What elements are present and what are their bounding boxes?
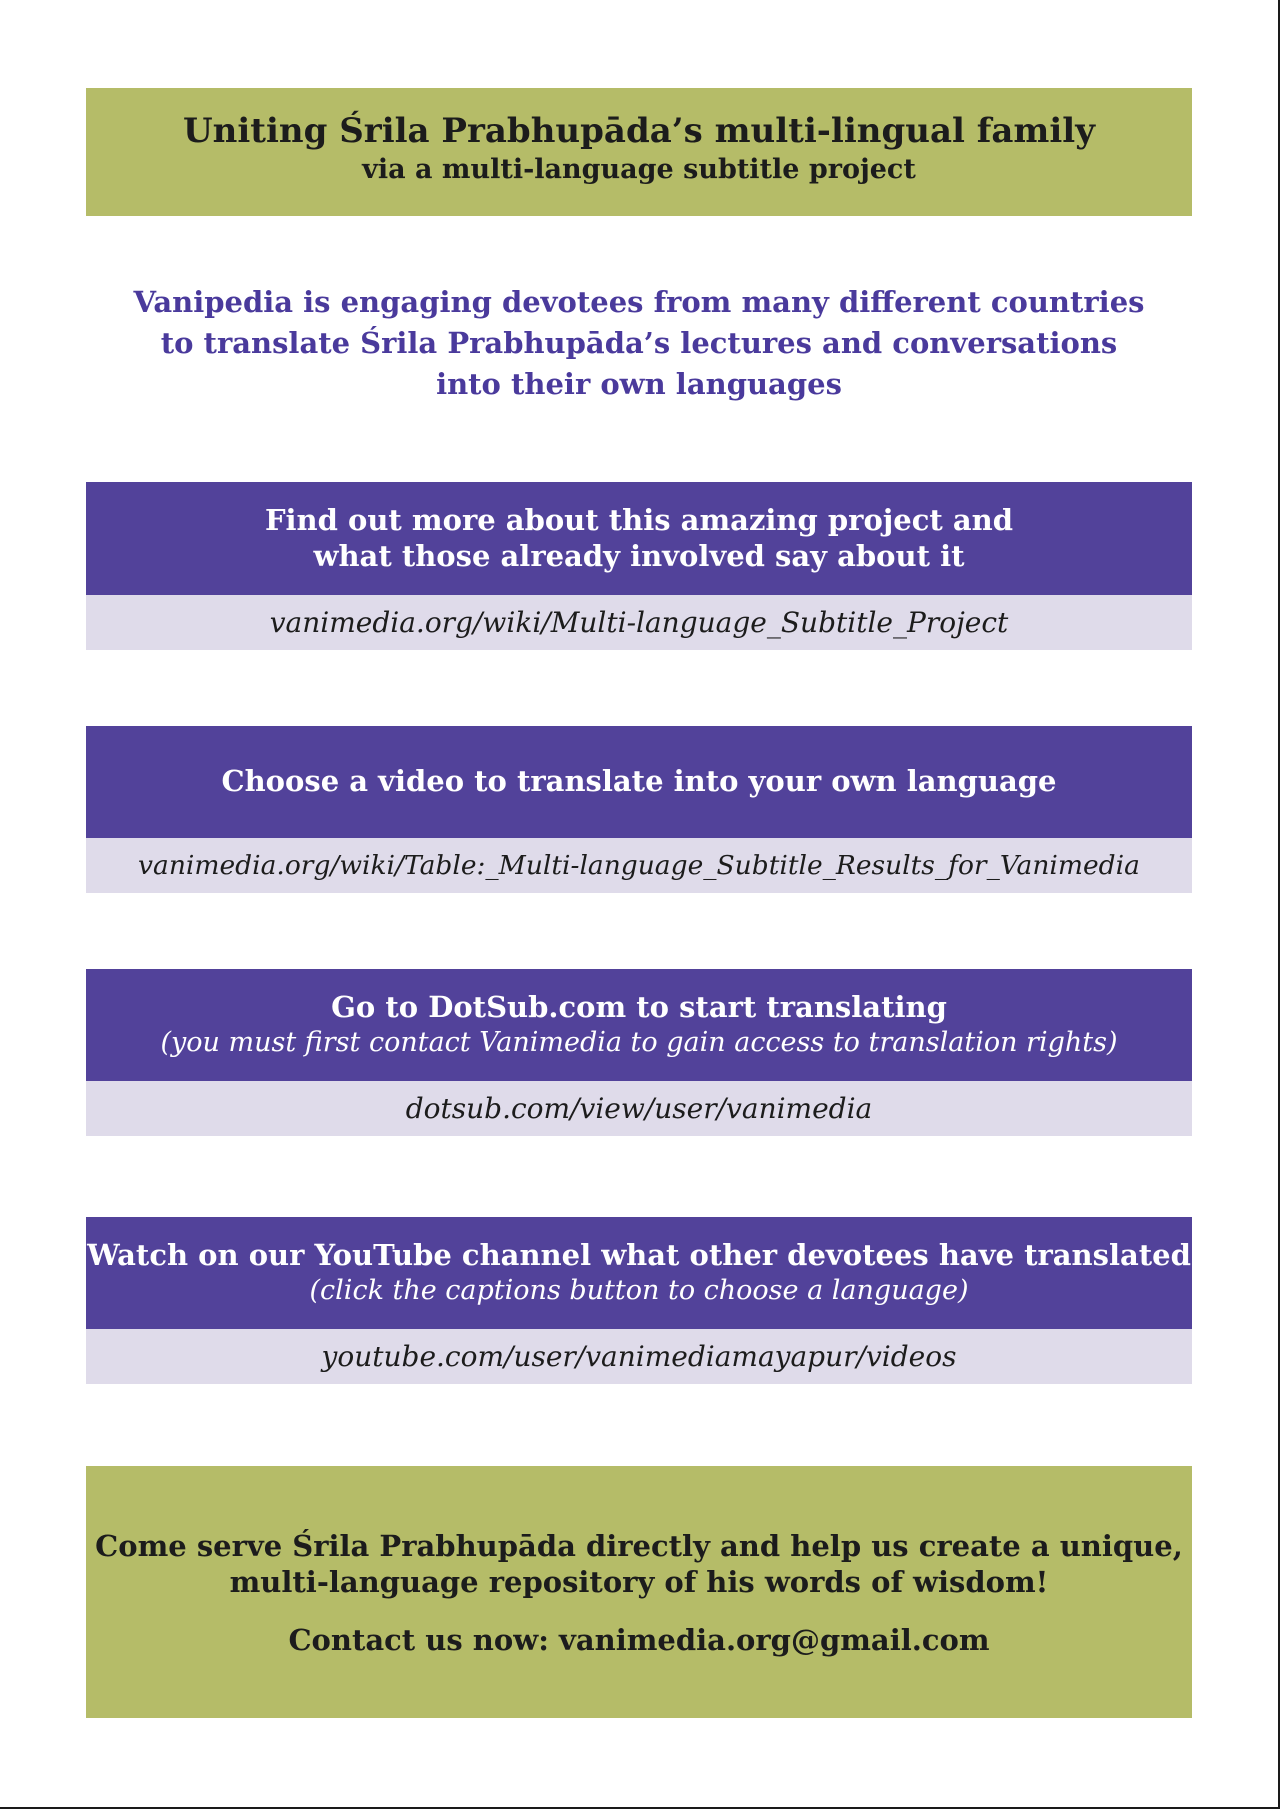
- panel-project-info-header: [86, 482, 1192, 595]
- panel-title-line: Go to DotSub.com to start translating: [331, 990, 947, 1024]
- project-info-url[interactable]: vanimedia.org/wiki/Multi-language_Subtitle_Project: [269, 606, 1009, 639]
- panel-choose-video-header: [86, 726, 1192, 838]
- page-title: Uniting Śrila Prabhupāda’s multi-lingual family: [183, 111, 1095, 151]
- intro-line: Vanipedia is engaging devotees from many different countries: [133, 285, 1145, 319]
- header-banner: [86, 88, 1192, 216]
- panel-choose-video-link[interactable]: [86, 838, 1192, 893]
- panel-project-info-link[interactable]: [86, 595, 1192, 650]
- panel-dotsub-link[interactable]: [86, 1081, 1192, 1136]
- intro-line: to translate Śrila Prabhupāda’s lectures and conversations: [160, 326, 1118, 360]
- footer-line: Come serve Śrila Prabhupāda directly and help us create a unique,: [95, 1529, 1183, 1563]
- youtube-url[interactable]: youtube.com/user/vanimediamayapur/videos: [321, 1340, 957, 1373]
- dotsub-url[interactable]: dotsub.com/view/user/vanimedia: [405, 1092, 873, 1125]
- panel-youtube-link[interactable]: [86, 1329, 1192, 1384]
- panel-note: (you must first contact Vanimedia to gain access to translation rights): [160, 1027, 1118, 1058]
- panel-dotsub-header: [86, 969, 1192, 1081]
- intro-line: into their own languages: [436, 367, 842, 401]
- page-subtitle: via a multi-language subtitle project: [362, 154, 916, 185]
- panel-title-line: Choose a video to translate into your own language: [221, 764, 1057, 798]
- panel-youtube-header: [86, 1217, 1192, 1329]
- footer-line: multi-language repository of his words of wisdom!: [229, 1565, 1049, 1599]
- intro-text: [86, 282, 1192, 412]
- contact-email[interactable]: Contact us now: vanimedia.org@gmail.com: [288, 1623, 990, 1657]
- panel-note: (click the captions button to choose a language): [309, 1275, 969, 1306]
- footer-banner: [86, 1466, 1192, 1718]
- panel-title-line: Watch on our YouTube channel what other devotees have translated: [87, 1238, 1191, 1272]
- panel-title-line: what those already involved say about it: [313, 539, 965, 573]
- panel-title-line: Find out more about this amazing project and: [264, 503, 1014, 537]
- choose-video-url[interactable]: vanimedia.org/wiki/Table:_Multi-language_Subtitle_Results_for_Vanimedia: [138, 850, 1140, 881]
